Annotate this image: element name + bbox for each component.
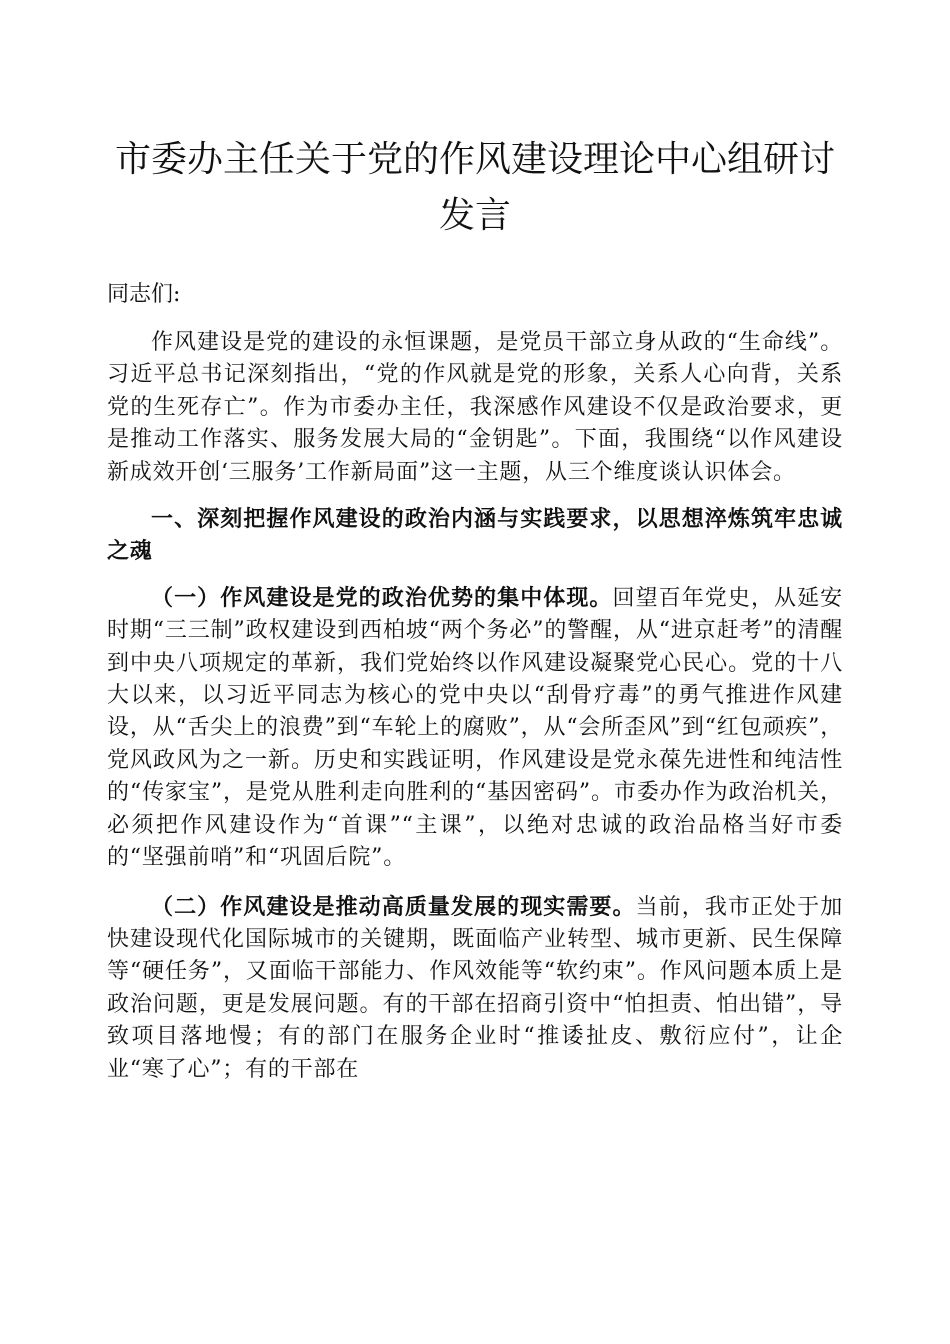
intro-paragraph: 作风建设是党的建设的永恒课题，是党员干部立身从政的“生命线”。习近平总书记深刻指出，“党的作风就是党的形象，关系人心向背，关系党的生死存亡”。作为市委办主任，我深感作风建设不仅是政治要求，更是推动工作落实、服务发展大局的“金钥匙”。下面，我围绕“以作风建设新成效开创‘三服务’工作新局面”这一主题，从三个维度谈认识体会。 <box>107 330 843 485</box>
subsection-body-2: 当前，我市正处于加快建设现代化国际城市的关键期，既面临产业转型、城市更新、民生保障等“硬任务”，又面临干部能力、作风效能等“软约束”。作风问题本质上是政治问题，更是发展问题。有的干部在招商引资中“怕担责、怕出错”，导致项目落地慢；有的部门在服务企业时“推诿扯皮、敷衍应付”，让企业“寒了心”；有的干部在 <box>107 894 843 1082</box>
subsection-lead-2: （二）作风建设是推动高质量发展的现实需要。 <box>151 893 636 920</box>
section-heading-1: 一、深刻把握作风建设的政治内涵与实践要求，以思想淬炼筑牢忠诚之魂 <box>107 506 843 565</box>
subsection-lead-1: （一）作风建设是党的政治优势的集中体现。 <box>151 584 613 611</box>
salutation: 同志们: <box>107 282 181 307</box>
subsection-paragraph-1 <box>107 582 843 875</box>
subsection-body-1: 回望百年党史，从延安时期“三三制”政权建设到西柏坡“两个务必”的警醒，从“进京赶考”的清醒到中央八项规定的革新，我们党始终以作风建设凝聚党心民心。党的十八大以来，以习近平同志为核心的党中央以“刮骨疗毒”的勇气推进作风建设，从“舌尖上的浪费”到“车轮上的腐败”，从“会所歪风”到“红包顽疾”，党风政风为之一新。历史和实践证明，作风建设是党永葆先进性和纯洁性的“传家宝”，是党从胜利走向胜利的“基因密码”。市委办作为政治机关，必须把作风建设作为“首课”“主课”，以绝对忠诚的政治品格当好市委的“坚强前哨”和“巩固后院”。 <box>107 585 843 871</box>
subsection-paragraph-2 <box>107 891 843 1086</box>
document-page <box>107 0 843 1086</box>
document-title: 市委办主任关于党的作风建设理论中心组研讨发言 <box>114 139 835 236</box>
